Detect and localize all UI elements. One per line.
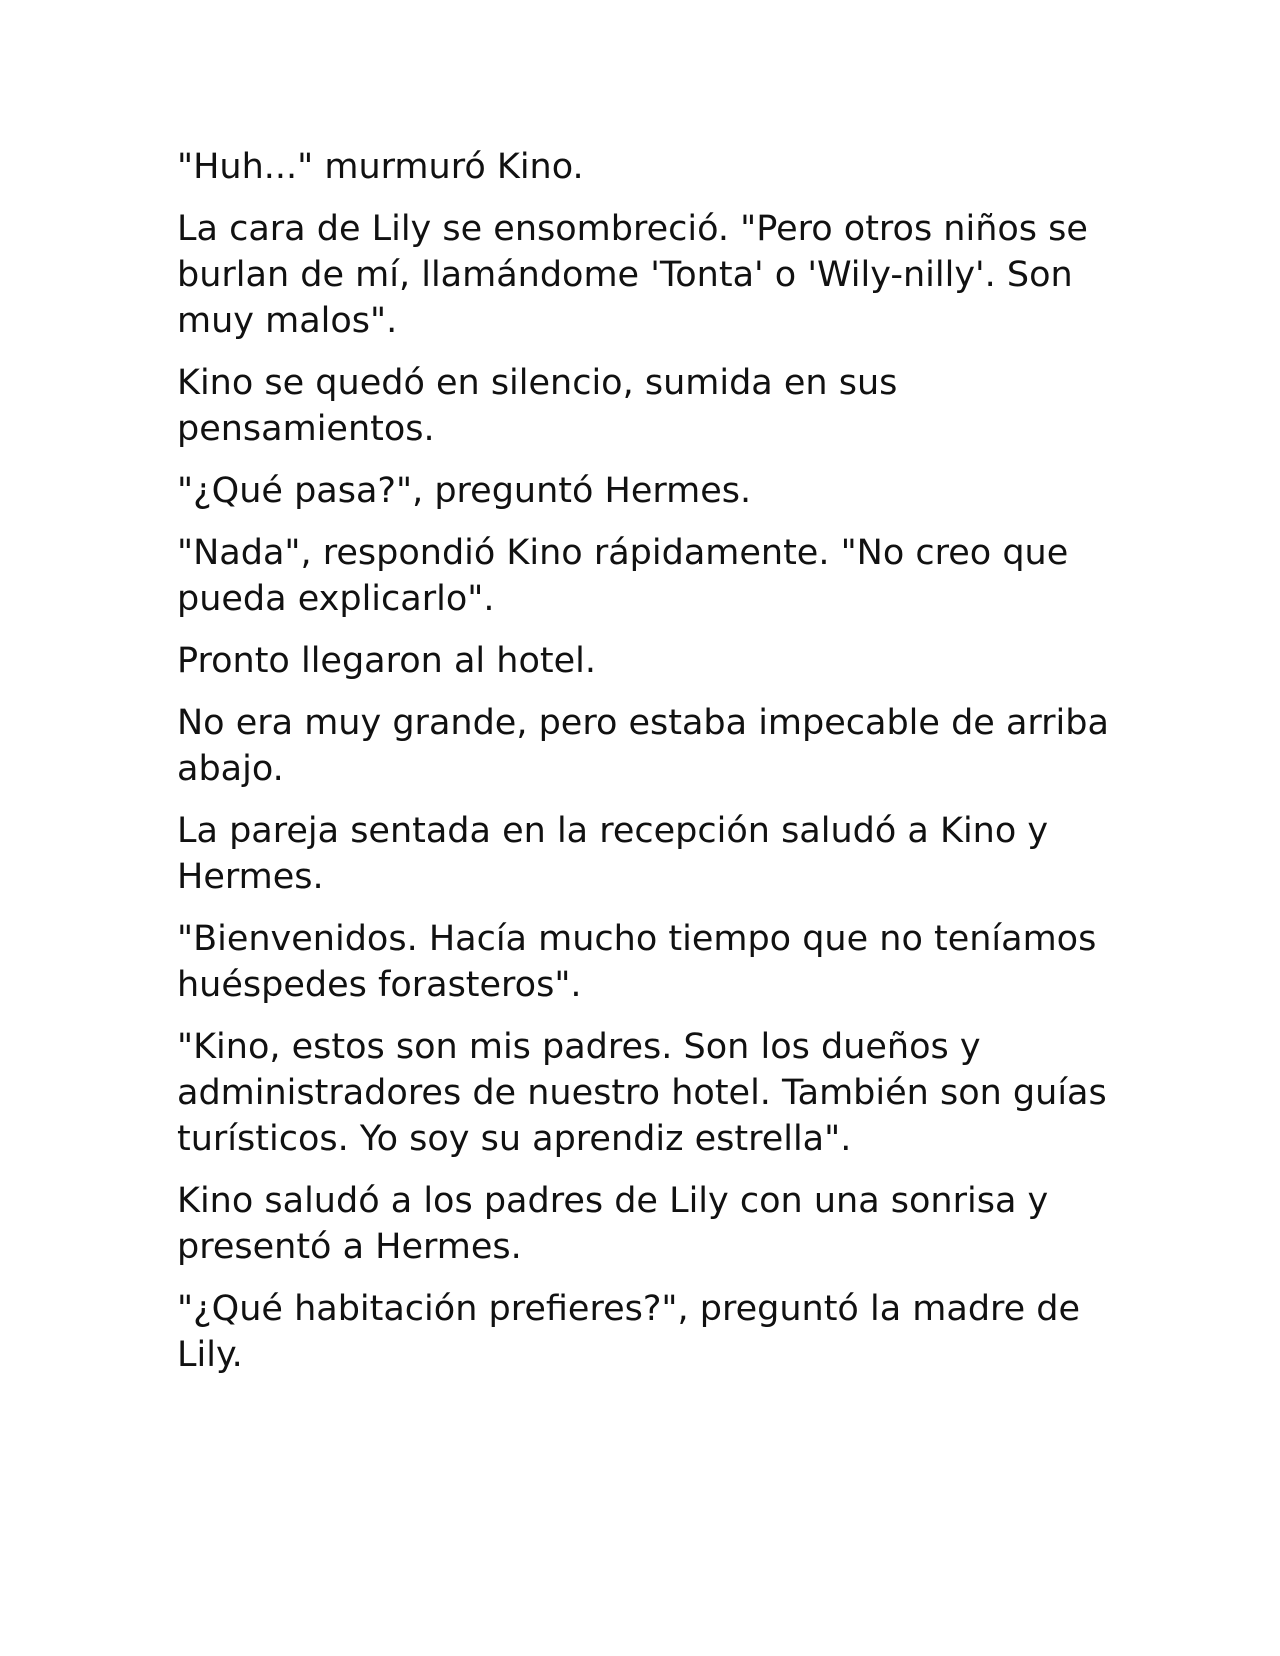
paragraph: "Nada", respondió Kino rápidamente. "No creo que pueda explicarlo".	[177, 533, 1069, 619]
paragraph: "¿Qué pasa?", preguntó Hermes.	[177, 471, 752, 511]
paragraph: Kino saludó a los padres de Lily con una sonrisa y presentó a Hermes.	[177, 1181, 1049, 1267]
paragraph: Pronto llegaron al hotel.	[177, 641, 596, 681]
paragraph: "Kino, estos son mis padres. Son los dueños y administradores de nuestro hotel. También son guías turísticos. Yo soy su aprendiz estrella".	[177, 1027, 1107, 1159]
paragraph: La pareja sentada en la recepción saludó a Kino y Hermes.	[177, 811, 1049, 897]
paragraph: Kino se quedó en silencio, sumida en sus pensamientos.	[177, 363, 898, 449]
paragraph: "¿Qué habitación prefieres?", preguntó la madre de Lily.	[177, 1289, 1081, 1375]
body-text	[177, 144, 1112, 1394]
paragraph: "Huh..." murmuró Kino.	[177, 147, 584, 187]
paragraph: La cara de Lily se ensombreció. "Pero otros niños se burlan de mí, llamándome 'Tonta' o 'Wily-nilly'. Son muy malos".	[177, 209, 1088, 341]
paragraph: No era muy grande, pero estaba impecable de arriba abajo.	[177, 703, 1109, 789]
paragraph: "Bienvenidos. Hacía mucho tiempo que no teníamos huéspedes forasteros".	[177, 919, 1097, 1005]
